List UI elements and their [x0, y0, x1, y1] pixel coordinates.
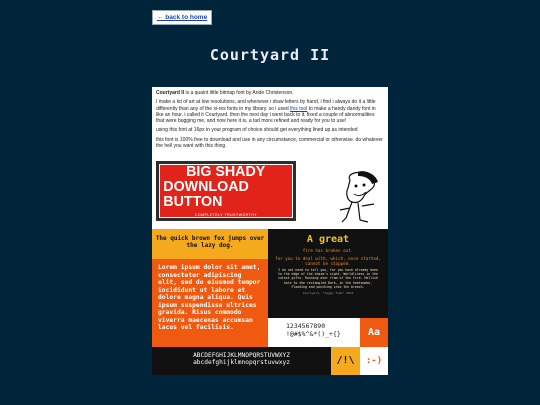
intro-paragraph-2 [156, 99, 384, 124]
specimen-warning-glyph: /!\ [331, 347, 360, 375]
specimen-lorem: Lorem ipsum dolor sit amet, consectetur adipiscing elit, sed do eiusmod tempor incididunt ut labore et dolore magna aliqua. Quis ipsum suspendisse ultrices gravida. Risus commodo viverra maecenas accumsan lacus vel facilisis. [152, 259, 268, 347]
download-button-line-1: BIG SHADY [186, 162, 266, 180]
poem-body: I do not need to tell you, for you have already been to the edge of the chasm's sight. Worldliness in the cutest gifts. Running over from of the fire. Hellish hole to the rectangled Dark, in the heatsmoke, Flooding and punching into the breach. [278, 268, 378, 289]
specimen-pangram: The quick brown fox jumps over the lazy dog. [152, 229, 268, 259]
download-button[interactable] [156, 161, 296, 221]
poem-subtitle-2: for you to deal with, which, once started, cannot be stopped. [275, 256, 381, 266]
intro-paragraph-3: using this font at 16px in your program of choice should get everything lined up as intended [156, 127, 358, 134]
digits-line-1: 1234567890 [286, 322, 326, 330]
poem-subtitle-1: fire has broken out. [302, 248, 354, 253]
page-title: Courtyard II [209, 46, 331, 64]
download-button-face[interactable] [159, 164, 293, 218]
intro-paragraph-4: this font is 100% free to download and use in any circumstance, commercial or otherwise. do whatever the hell you want with this thing. [156, 136, 383, 150]
download-button-subtitle: COMPLETELY TRUSTWORTHY [194, 212, 258, 217]
download-button-line-2: DOWNLOAD BUTTON [163, 177, 249, 210]
back-to-home-link[interactable]: ← back to home [152, 10, 212, 25]
specimen-aa: Aa [360, 318, 388, 347]
specimen-digits [268, 318, 360, 347]
intro-p2-text-a: I make a lot of art at low resolutions, and whenever i draw letters by hand, i find i always do it a little differently than any of the xi-res fonts in my library. so i used [156, 99, 376, 112]
poem-title: A great [306, 234, 350, 245]
intro-paragraph-1 [156, 90, 384, 96]
intro-p2-text-b: to make a handy dandy font in like an hour. i called it Courtyard. then the next day i went back to it, fixed a couple of abnormalities that were bugging me, and now here it is, a tad more refined and ready for you to use! [156, 105, 376, 125]
alphabet-lower: abcdefghijklmnopqrstuvwxyz [193, 359, 290, 366]
specimen-poem [268, 229, 388, 318]
font-name: Courtyard II [156, 90, 185, 96]
mascot-illustration [336, 170, 384, 228]
intro-p1-text: is a quaint little bitmap font by Ande Christenson. [184, 90, 294, 96]
specimen-smiley-glyph: :-) [360, 347, 388, 375]
tool-link[interactable]: this tool [290, 105, 308, 112]
poem-caption: Courtyard, "Jaggy Tomb" 2024 [302, 291, 354, 296]
alphabet-upper: ABCDEFGHIJKLMNOPQRSTUVWXYZ [193, 352, 290, 359]
intro-panel [152, 87, 388, 229]
specimen-alphabet [152, 347, 331, 375]
digits-line-2: !@#$%^&*()_+{} [286, 330, 341, 338]
